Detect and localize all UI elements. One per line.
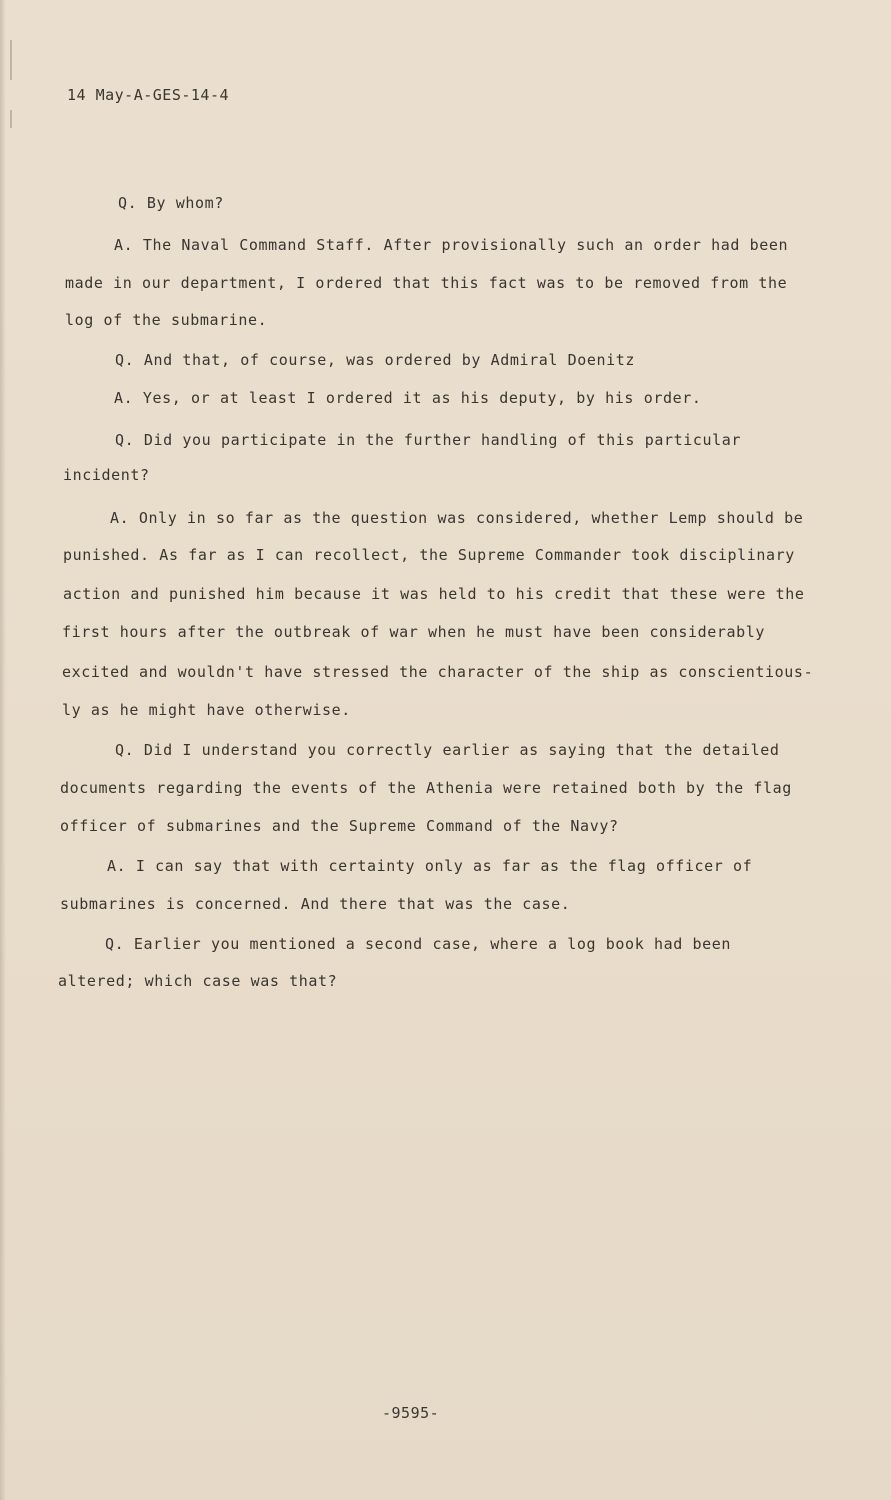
text-line: log of the submarine. xyxy=(65,311,268,329)
margin-mark xyxy=(10,40,12,80)
text-line: action and punished him because it was held to his credit that these were the xyxy=(63,585,805,603)
text-line: officer of submarines and the Supreme Command of the Navy? xyxy=(60,817,619,835)
margin-mark xyxy=(10,110,12,128)
page-number: -9595- xyxy=(382,1404,440,1422)
text-line: A. Only in so far as the question was considered, whether Lemp should be xyxy=(110,509,804,527)
text-line: punished. As far as I can recollect, the Supreme Commander took disciplinary xyxy=(63,546,795,564)
text-line: altered; which case was that? xyxy=(58,972,338,990)
text-line: Q. Earlier you mentioned a second case, where a log book had been xyxy=(105,935,731,953)
text-line: documents regarding the events of the Athenia were retained both by the flag xyxy=(60,779,792,797)
text-line: Q. By whom? xyxy=(118,194,224,212)
text-line: A. I can say that with certainty only as far as the flag officer of xyxy=(107,857,753,875)
text-line: first hours after the outbreak of war when he must have been considerably xyxy=(62,623,766,641)
text-line: submarines is concerned. And there that was the case. xyxy=(60,895,571,913)
text-line: Q. Did you participate in the further handling of this particular xyxy=(115,431,741,449)
text-line: Q. And that, of course, was ordered by Admiral Doenitz xyxy=(115,351,636,369)
text-line: Q. Did I understand you correctly earlier as saying that the detailed xyxy=(115,741,780,759)
document-code: 14 May-A-GES-14-4 xyxy=(67,86,230,104)
text-line: A. Yes, or at least I ordered it as his deputy, by his order. xyxy=(114,389,702,407)
text-line: incident? xyxy=(63,466,150,484)
text-line: excited and wouldn't have stressed the character of the ship as conscientious- xyxy=(62,663,814,681)
text-line: ly as he might have otherwise. xyxy=(62,701,351,719)
text-line: made in our department, I ordered that this fact was to be removed from the xyxy=(65,274,788,292)
text-line: A. The Naval Command Staff. After provisionally such an order had been xyxy=(114,236,789,254)
